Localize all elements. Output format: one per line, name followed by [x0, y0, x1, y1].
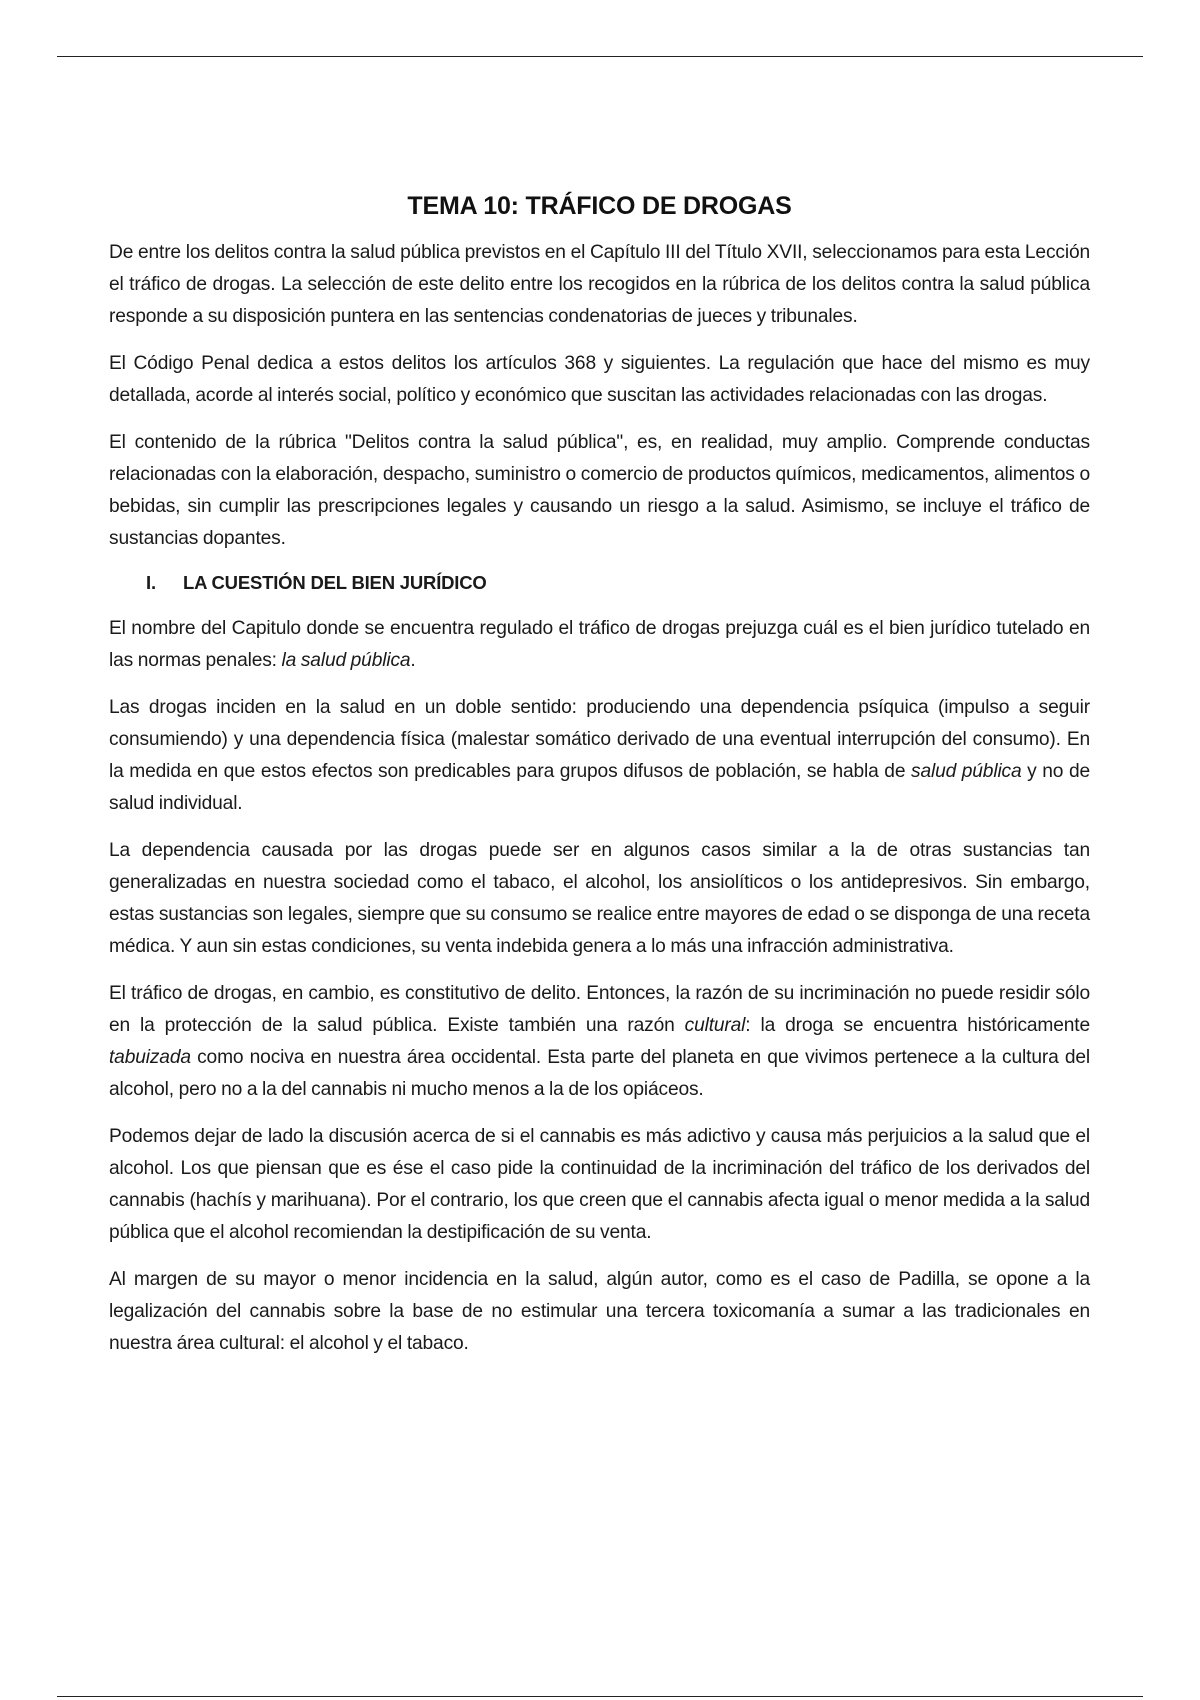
paragraph-7-text-c: como nociva en nuestra área occidental. Esta parte del planeta en que vivimos pertenece a la cultura del alcohol, pero no a la del cannabis ni mucho menos a la de los opiáceos. [109, 1047, 1090, 1100]
paragraph-4 [109, 613, 1090, 677]
paragraph-5-emphasis: salud pública [911, 761, 1022, 782]
paragraph-intro-1: De entre los delitos contra la salud pública previstos en el Capítulo III del Título XVII, seleccionamos para esta Lección el tráfico de drogas. La selección de este delito entre los recogidos en la rúbrica de los delitos contra la salud pública responde a su disposición puntera en las sentencias condenatorias de jueces y tribunales. [109, 242, 1090, 327]
page-title: TEMA 10: TRÁFICO DE DROGAS [407, 192, 792, 220]
paragraph-9: Al margen de su mayor o menor incidencia en la salud, algún autor, como es el caso de Padilla, se opone a la legalización del cannabis sobre la base de no estimular una tercera toxicomanía a sumar a las tradicionales en nuestra área cultural: el alcohol y el tabaco. [109, 1269, 1090, 1354]
paragraph-4-text-b: . [410, 650, 416, 671]
paragraph-4-text-a: El nombre del Capitulo donde se encuentra regulado el tráfico de drogas prejuzga cuál es el bien jurídico tutelado en las normas penales: [109, 618, 1090, 671]
section-number: I. [146, 572, 156, 593]
footer-rule [57, 1696, 1143, 1697]
paragraph-6: La dependencia causada por las drogas puede ser en algunos casos similar a la de otras sustancias tan generalizadas en nuestra sociedad como el tabaco, el alcohol, los ansiolíticos o los antidepresivos. Sin embargo, estas sustancias son legales, siempre que su consumo se realice entre mayores de edad o se disponga de una receta médica. Y aun sin estas condiciones, su venta indebida genera a lo más una infracción administrativa. [109, 840, 1090, 957]
paragraph-7-emphasis-2: tabuizada [109, 1047, 191, 1068]
section-heading-text: LA CUESTIÓN DEL BIEN JURÍDICO [183, 572, 487, 593]
header-rule [57, 56, 1143, 57]
paragraph-7 [109, 978, 1090, 1106]
paragraph-intro-3: El contenido de la rúbrica "Delitos contra la salud pública", es, en realidad, muy amplio. Comprende conductas relacionadas con la elaboración, despacho, suministro o comercio de productos químicos, medicamentos, alimentos o bebidas, sin cumplir las prescripciones legales y causando un riesgo a la salud. Asimismo, se incluye el tráfico de sustancias dopantes. [109, 432, 1090, 549]
paragraph-5-text-a: Las drogas inciden en la salud en un doble sentido: produciendo una dependencia psíquica (impulso a seguir consumiendo) y una dependencia física (malestar somático derivado de una eventual interrupción del consumo). En la medida en que estos efectos son predicables para grupos difusos de población, se habla de [109, 697, 1090, 782]
paragraph-7-text-b: : la droga se encuentra históricamente [745, 1015, 1090, 1036]
paragraph-5-text-b: y no de salud individual. [109, 761, 1090, 814]
paragraph-intro-2: El Código Penal dedica a estos delitos los artículos 368 y siguientes. La regulación que hace del mismo es muy detallada, acorde al interés social, político y económico que suscitan las actividades relacionadas con las drogas. [109, 353, 1090, 406]
paragraph-4-emphasis: la salud pública [281, 650, 411, 671]
paragraph-7-text-a: El tráfico de drogas, en cambio, es constitutivo de delito. Entonces, la razón de su incriminación no puede residir sólo en la protección de la salud pública. Existe también una razón [109, 983, 1090, 1036]
paragraph-5 [109, 692, 1090, 820]
paragraph-7-emphasis-1: cultural [684, 1015, 746, 1036]
document-body [109, 192, 1090, 1375]
paragraph-8: Podemos dejar de lado la discusión acerca de si el cannabis es más adictivo y causa más perjuicios a la salud que el alcohol. Los que piensan que es ése el caso pide la continuidad de la incriminación del tráfico de los derivados del cannabis (hachís y marihuana). Por el contrario, los que creen que el cannabis afecta igual o menor medida a la salud pública que el alcohol recomiendan la destipificación de su venta. [109, 1126, 1090, 1243]
section-heading [109, 567, 1090, 599]
